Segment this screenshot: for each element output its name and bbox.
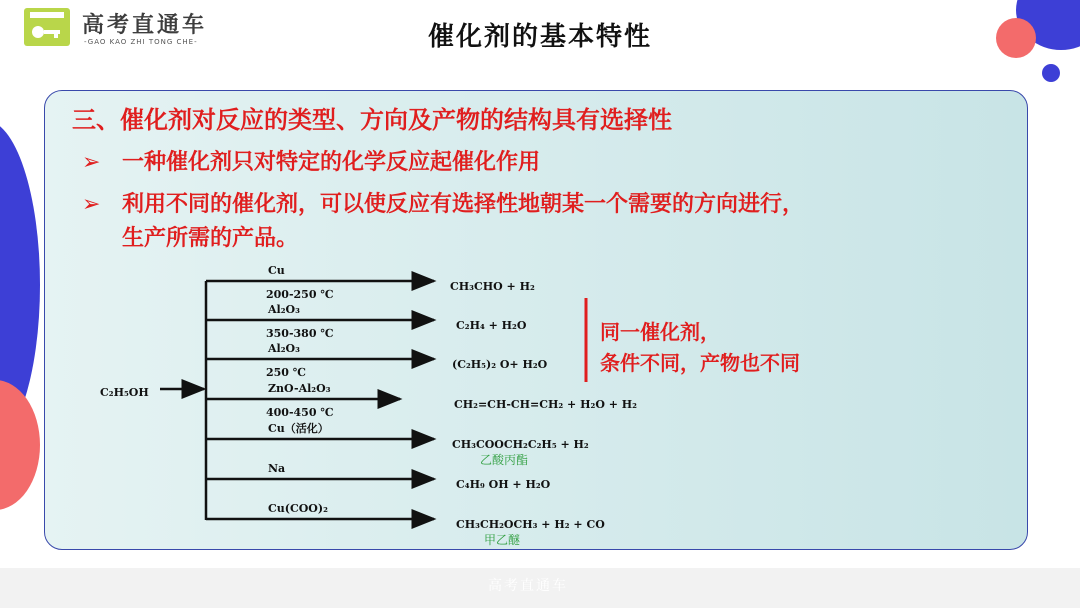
catalyst-label-2: Al₂O₃ [268,303,300,316]
condition-label-2: 350-380 ℃ [266,327,334,340]
footer-watermark: 高考直通车 [488,578,568,594]
product-label-5: CH₃COOCH₂C₂H₅ + H₂ [452,438,589,451]
catalyst-label-3: Al₂O₃ [268,342,300,355]
product-label-6: C₄H₉ OH + H₂O [456,478,551,491]
condition-label-1: 200-250 ℃ [266,288,334,301]
condition-label-3: 250 ℃ [266,366,306,379]
section-title: 三、催化剂对反应的类型、方向及产物的结构具有选择性 [72,106,672,134]
logo-name: 高考直通车 [82,13,208,38]
catalyst-label-4: ZnO-Al₂O₃ [268,382,331,395]
note-line-1: 同一催化剂， [600,320,720,344]
product-label-4: CH₂=CH-CH=CH₂ + H₂O + H₂ [454,398,637,411]
bullet-text-2: 利用不同的催化剂，可以使反应有选择性地朝某一个需要的方向进行， [122,192,805,217]
product-name-5: 乙酸丙酯 [480,453,529,467]
bullet-marker: ➢ [82,150,101,175]
product-label-1: CH₃CHO + H₂ [450,280,535,293]
note-line-2: 条件不同，产物也不同 [600,351,800,375]
product-name-7: 甲乙醚 [484,533,521,547]
bullet-marker: ➢ [82,192,101,217]
page-title: 催化剂的基本特性 [427,22,652,52]
bullet-text-1: 一种催化剂只对特定的化学反应起催化作用 [122,150,541,175]
catalyst-label-6: Na [268,462,286,475]
reactant-label: C₂H₅OH [100,386,149,399]
catalyst-label-5: Cu（活化） [268,422,329,435]
catalyst-label-1: Cu [268,264,285,277]
condition-label-4: 400-450 ℃ [266,406,334,419]
catalyst-label-7: Cu(COO)₂ [268,502,328,515]
product-label-3: (C₂H₅)₂ O+ H₂O [452,358,548,371]
bullet-text-2-cont: 生产所需的产品。 [122,226,299,251]
product-label-2: C₂H₄ + H₂O [456,319,527,332]
logo-subtitle: -GAO KAO ZHI TONG CHE- [84,38,198,46]
product-label-7: CH₃CH₂OCH₃ + H₂ + CO [456,518,605,531]
